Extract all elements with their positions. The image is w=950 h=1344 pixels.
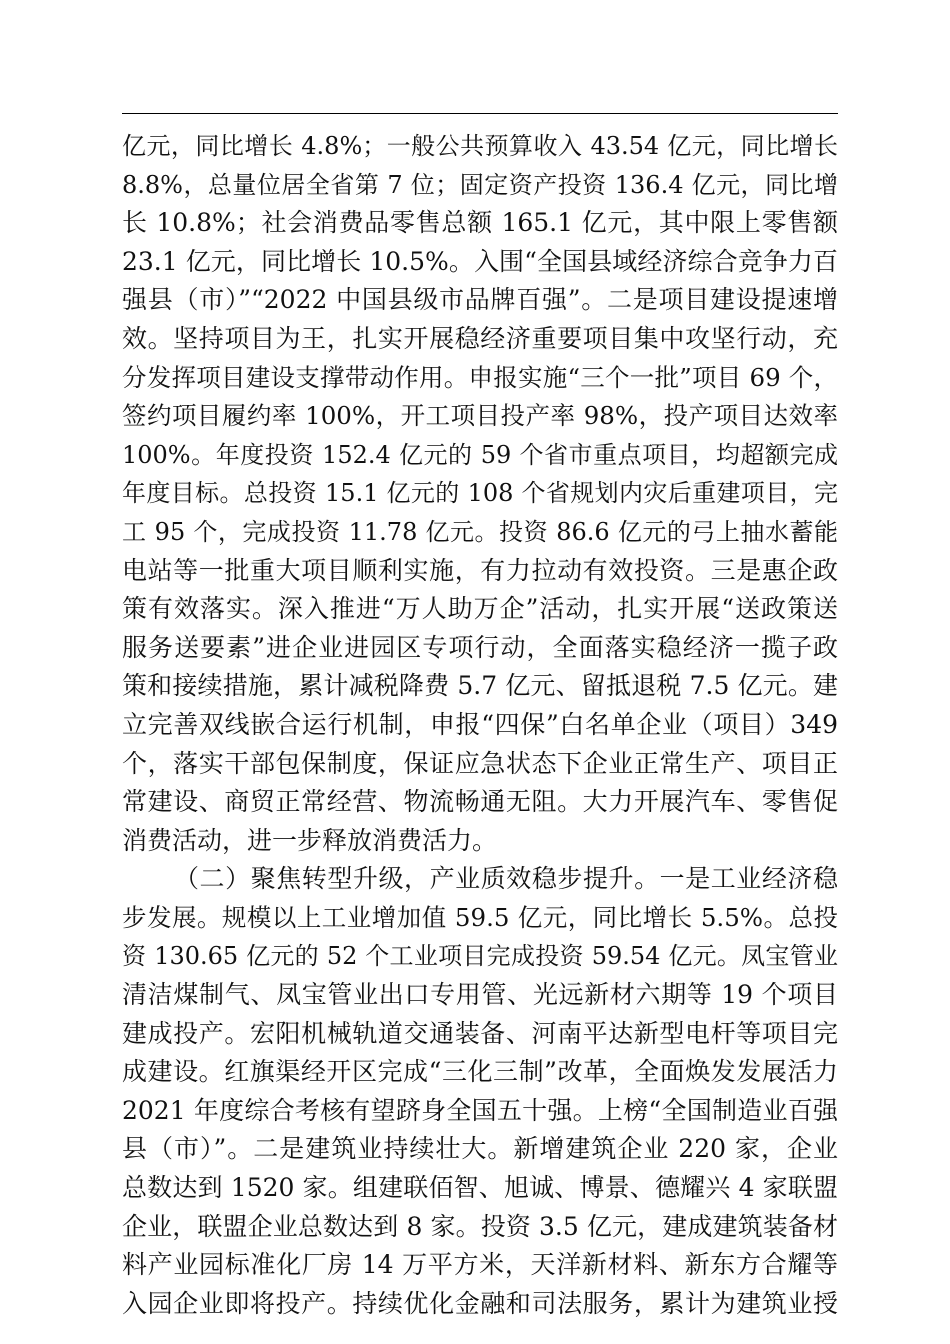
paragraph-1 <box>122 127 838 860</box>
text-line: 签约项目履约率 100%，开工项目投产率 98%，投产项目达效率 <box>122 401 838 431</box>
text-line: 效。坚持项目为王，扎实开展稳经济重要项目集中攻坚行动，充 <box>122 323 838 353</box>
text-line: 立完善双线嵌合运行机制，申报“四保”白名单企业（项目）349 <box>122 709 838 739</box>
text-line: 分发挥项目建设支撑带动作用。申报实施“三个一批”项目 69 个， <box>122 362 838 392</box>
header-rule <box>122 113 838 114</box>
text-line: 工 95 个，完成投资 11.78 亿元。投资 86.6 亿元的弓上抽水蓄能 <box>122 517 838 546</box>
text-line: 县（市）”。二是建筑业持续壮大。新增建筑企业 220 家，企业 <box>122 1134 838 1164</box>
text-line: 电站等一批重大项目顺利实施，有力拉动有效投资。三是惠企政 <box>122 555 838 585</box>
text-line: 亿元，同比增长 4.8%；一般公共预算收入 43.54 亿元，同比增长 <box>122 132 838 160</box>
document-body <box>122 127 838 1323</box>
text-line: 步发展。规模以上工业增加值 59.5 亿元，同比增长 5.5%。总投 <box>122 902 838 932</box>
text-line: 23.1 亿元，同比增长 10.5%。入围“全国县域经济综合竞争力百 <box>122 246 838 276</box>
text-line: 8.8%，总量位居全省第 7 位；固定资产投资 136.4 亿元，同比增 <box>122 170 838 199</box>
text-line: 总数达到 1520 家。组建联佰智、旭诚、博景、德耀兴 4 家联盟 <box>122 1173 838 1203</box>
text-line: 料产业园标准化厂房 14 万平方米，天洋新材料、新东方合耀等 <box>122 1250 838 1280</box>
text-line: 2021 年度综合考核有望跻身全国五十强。上榜“全国制造业百强 <box>122 1095 838 1125</box>
text-line: 年度目标。总投资 15.1 亿元的 108 个省规划内灾后重建项目，完 <box>122 479 838 508</box>
text-line: 成建设。红旗渠经开区完成“三化三制”改革，全面焕发发展活力 <box>122 1057 838 1087</box>
text-line: 个，落实干部包保制度，保证应急状态下企业正常生产、项目正 <box>122 748 838 778</box>
text-line: 入园企业即将投产。持续优化金融和司法服务，累计为建筑业授 <box>122 1288 838 1318</box>
text-line: 资 130.65 亿元的 52 个工业项目完成投资 59.54 亿元。凤宝管业 <box>122 942 838 971</box>
text-line: 服务送要素”进企业进园区专项行动，全面落实稳经济一揽子政 <box>122 632 838 662</box>
text-line: 常建设、商贸正常经营、物流畅通无阻。大力开展汽车、零售促 <box>122 787 838 817</box>
text-line: 消费活动，进一步释放消费活力。 <box>122 825 498 855</box>
text-line: 清洁煤制气、凤宝管业出口专用管、光远新材六期等 19 个项目 <box>122 980 838 1010</box>
text-line: 策和接续措施，累计减税降费 5.7 亿元、留抵退税 7.5 亿元。建 <box>122 671 838 701</box>
text-line: 建成投产。宏阳机械轨道交通装备、河南平达新型电杆等项目完 <box>122 1018 838 1048</box>
text-line: 策有效落实。深入推进“万人助万企”活动，扎实开展“送政策送 <box>122 594 838 624</box>
paragraph-2 <box>122 860 838 1323</box>
text-line: 强县（市）”“2022 中国县级市品牌百强”。二是项目建设提速增 <box>122 285 838 315</box>
text-line: 100%。年度投资 152.4 亿元的 59 个省市重点项目，均超额完成 <box>122 440 838 469</box>
section-heading-line: （二）聚焦转型升级，产业质效稳步提升。一是工业经济稳 <box>174 864 838 894</box>
text-line: 长 10.8%；社会消费品零售总额 165.1 亿元，其中限上零售额 <box>122 208 838 238</box>
text-line: 企业，联盟企业总数达到 8 家。投资 3.5 亿元，建成建筑装备材 <box>122 1211 838 1241</box>
